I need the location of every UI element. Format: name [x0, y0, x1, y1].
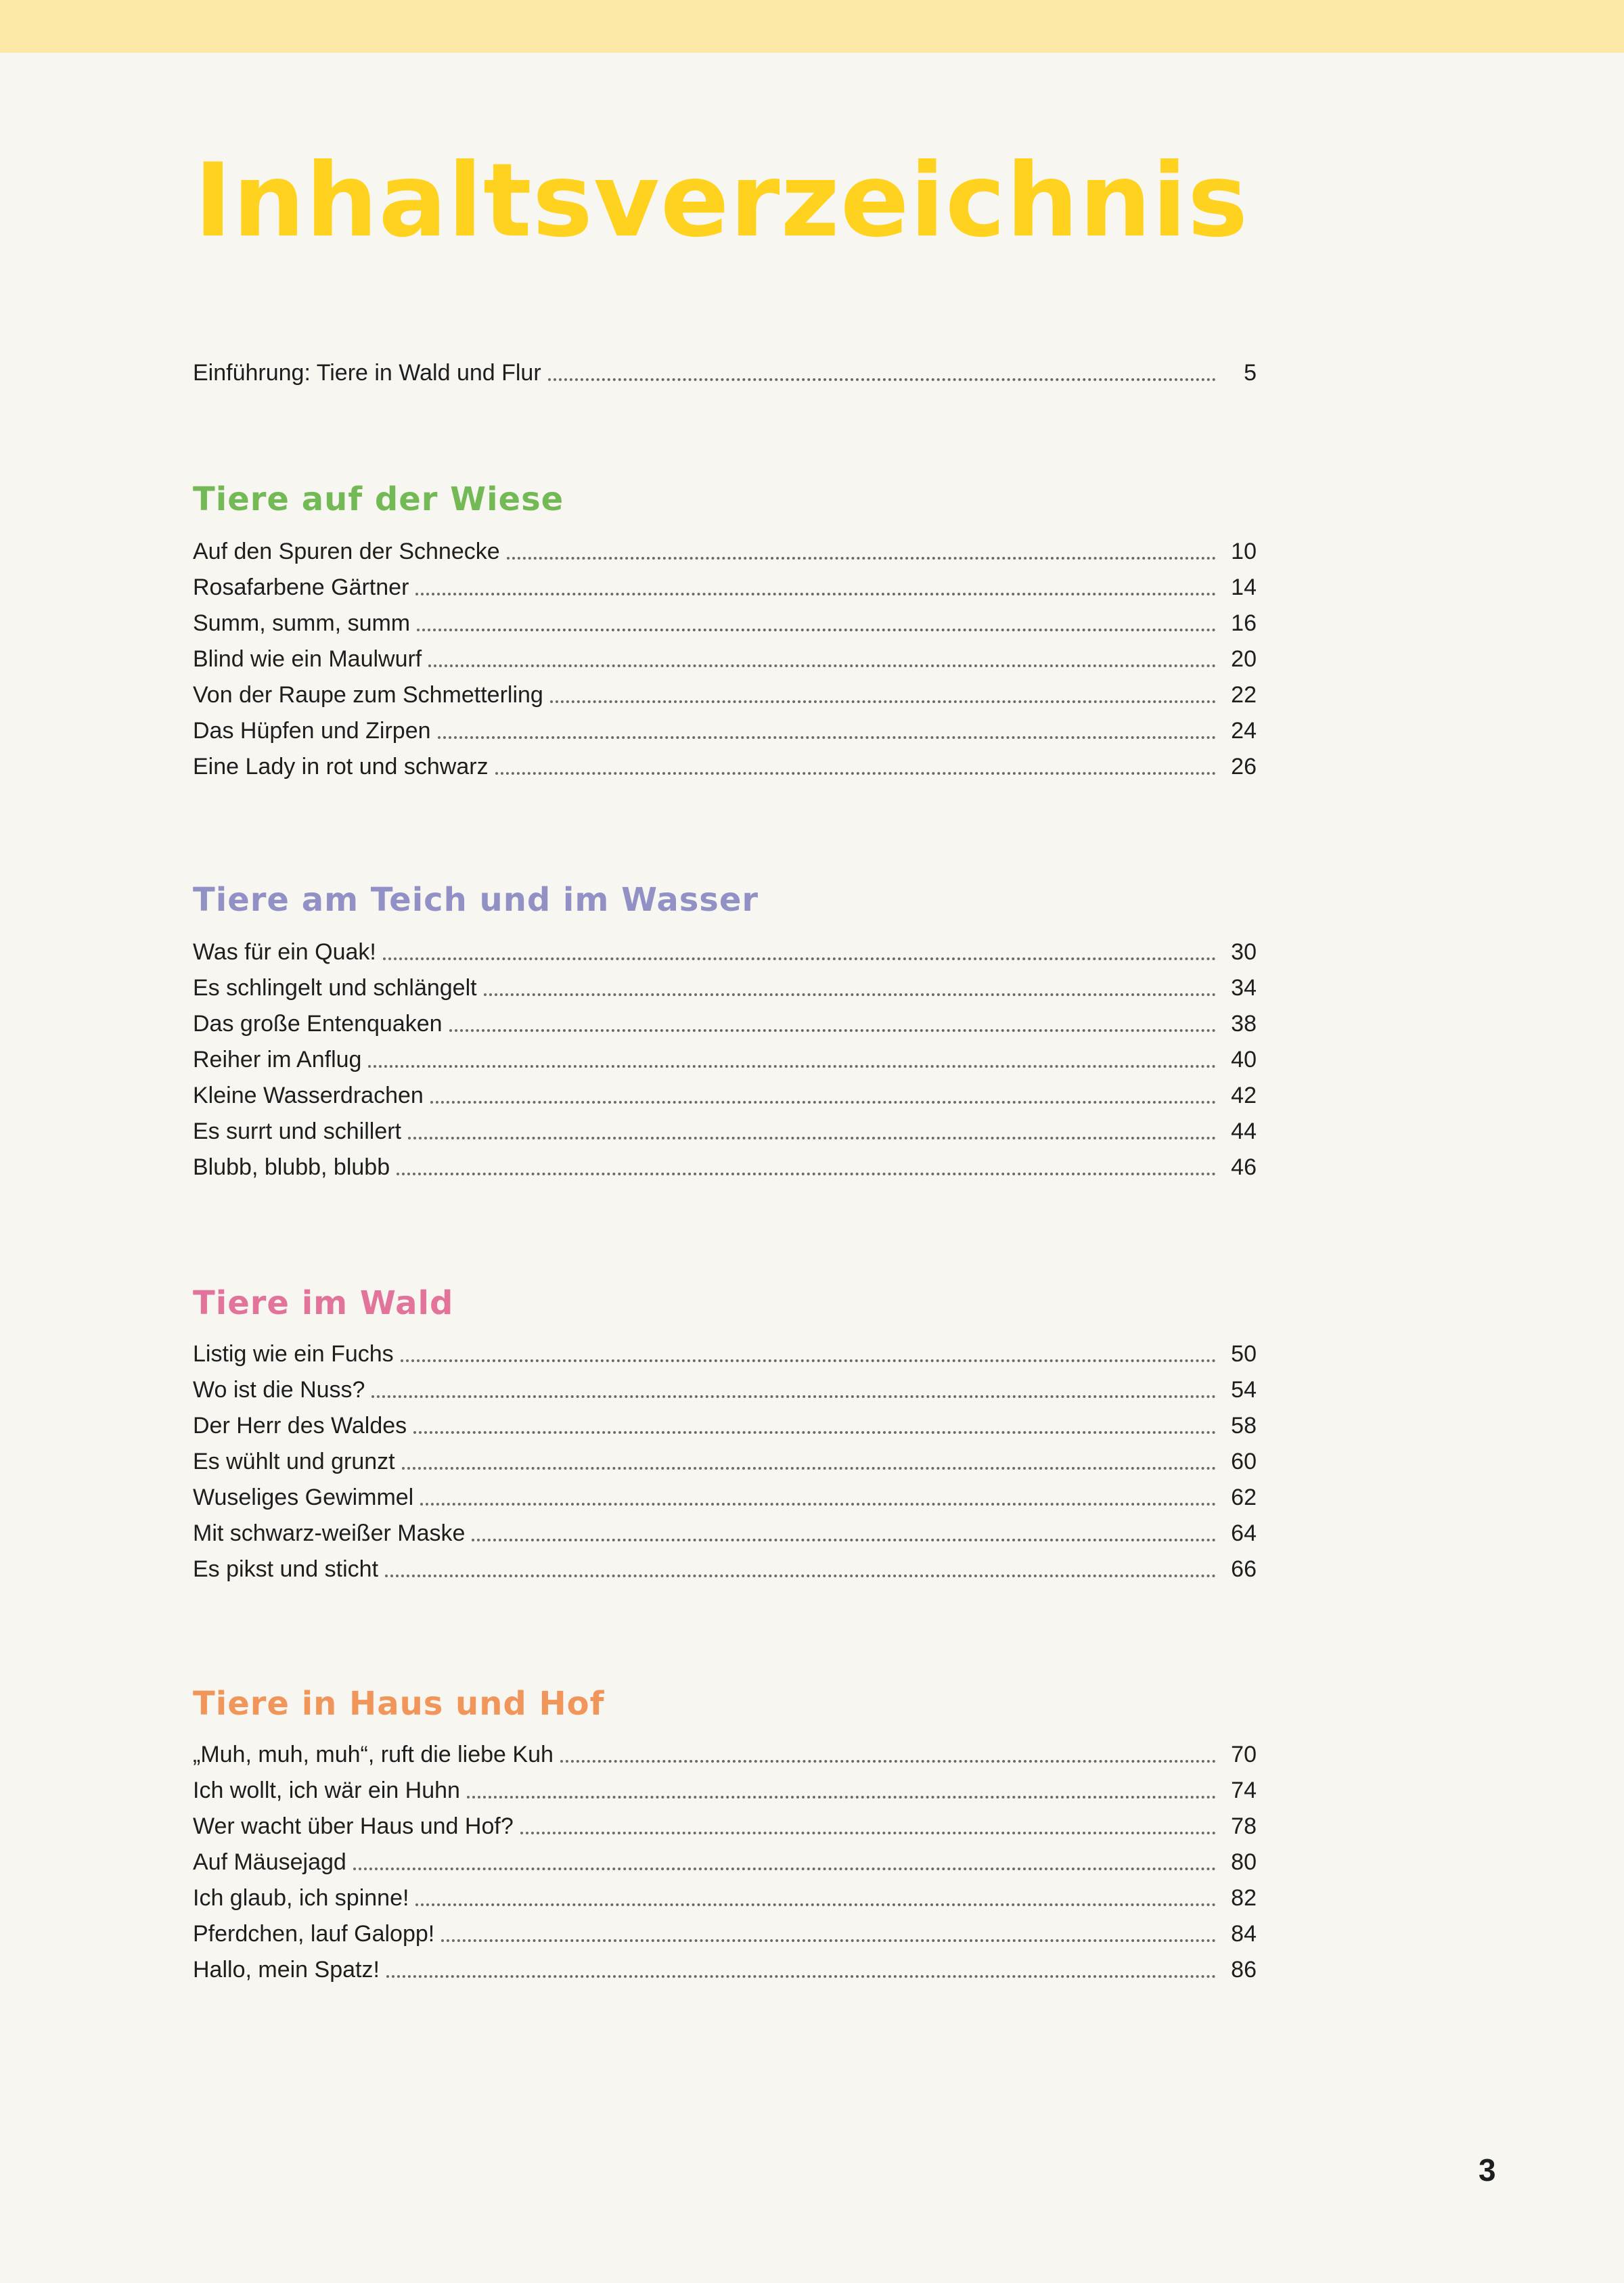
- dot-leader: [467, 1796, 1216, 1799]
- dot-leader: [386, 1975, 1216, 1978]
- toc-entry-label: Es pikst und sticht: [193, 1556, 379, 1582]
- toc-entry[interactable]: [193, 744, 1257, 781]
- toc-entry-label: Auf den Spuren der Schnecke: [193, 539, 500, 564]
- toc-entry[interactable]: [193, 1732, 1257, 1769]
- toc-entry-label: Blind wie ein Maulwurf: [193, 646, 422, 672]
- toc-entry[interactable]: [193, 1403, 1257, 1440]
- toc-entry-page: 20: [1231, 646, 1257, 672]
- section-heading-wald: Tiere im Wald: [193, 1284, 454, 1322]
- toc-entry-label: Es schlingelt und schlängelt: [193, 975, 477, 1001]
- dot-leader: [402, 1467, 1216, 1470]
- dot-leader: [408, 1137, 1216, 1139]
- toc-entry-label: Hallo, mein Spatz!: [193, 1957, 380, 1983]
- toc-entry[interactable]: [193, 1001, 1257, 1038]
- toc-entry-page: 22: [1231, 682, 1257, 708]
- toc-entry[interactable]: [193, 1145, 1257, 1181]
- toc-entry-page: 14: [1231, 574, 1257, 600]
- dot-leader: [472, 1539, 1216, 1541]
- toc-entry[interactable]: [193, 1109, 1257, 1146]
- toc-entry-label: Ich glaub, ich spinne!: [193, 1885, 409, 1911]
- top-decorative-band: [0, 0, 1624, 53]
- toc-entry-label: Eine Lady in rot und schwarz: [193, 754, 489, 779]
- toc-entry-page: 62: [1231, 1485, 1257, 1510]
- dot-leader: [495, 772, 1216, 775]
- toc-entry-label: Das Hüpfen und Zirpen: [193, 718, 431, 744]
- dot-leader: [550, 700, 1216, 703]
- toc-entry-page: 5: [1244, 360, 1257, 386]
- toc-entry[interactable]: [193, 708, 1257, 745]
- toc-entry-label: Auf Mäusejagd: [193, 1849, 346, 1875]
- dot-leader: [353, 1868, 1216, 1870]
- toc-entry-label: Was für ein Quak!: [193, 939, 376, 965]
- dot-leader: [420, 1503, 1216, 1506]
- toc-entry-label: Summ, summ, summ: [193, 610, 411, 636]
- toc-entry[interactable]: [193, 601, 1257, 637]
- toc-entry-label: Pferdchen, lauf Galopp!: [193, 1921, 435, 1947]
- toc-entry-intro[interactable]: [193, 351, 1257, 387]
- toc-entry-page: 78: [1231, 1813, 1257, 1839]
- toc-entry-label: Rosafarbene Gärtner: [193, 574, 409, 600]
- dot-leader: [413, 1431, 1216, 1434]
- toc-entry[interactable]: [193, 1912, 1257, 1948]
- toc-entry-label: Wo ist die Nuss?: [193, 1377, 365, 1403]
- toc-entry-page: 30: [1231, 939, 1257, 965]
- toc-entry[interactable]: [193, 529, 1257, 566]
- section-heading-teich: Tiere am Teich und im Wasser: [193, 881, 759, 919]
- dot-leader: [484, 993, 1216, 996]
- toc-entry-label: Reiher im Anflug: [193, 1047, 362, 1072]
- toc-entry-page: 60: [1231, 1449, 1257, 1474]
- toc-entry-page: 34: [1231, 975, 1257, 1001]
- toc-entry-label: Blubb, blubb, blubb: [193, 1154, 390, 1180]
- toc-entry[interactable]: [193, 1511, 1257, 1547]
- toc-entry-page: 50: [1231, 1341, 1257, 1367]
- dot-leader: [520, 1832, 1216, 1834]
- toc-entry-page: 58: [1231, 1413, 1257, 1439]
- toc-entry[interactable]: [193, 1876, 1257, 1912]
- toc-entry[interactable]: [193, 1073, 1257, 1110]
- toc-entry[interactable]: [193, 1037, 1257, 1074]
- toc-entry[interactable]: [193, 1475, 1257, 1512]
- toc-entry-page: 74: [1231, 1778, 1257, 1803]
- toc-entry-page: 44: [1231, 1118, 1257, 1144]
- toc-entry-page: 86: [1231, 1957, 1257, 1983]
- toc-entry-page: 54: [1231, 1377, 1257, 1403]
- toc-entry-label: Ich wollt, ich wär ein Huhn: [193, 1778, 460, 1803]
- toc-entry-page: 64: [1231, 1520, 1257, 1546]
- toc-entry-label: Mit schwarz-weißer Maske: [193, 1520, 466, 1546]
- toc-entry-page: 82: [1231, 1885, 1257, 1911]
- toc-entry-page: 42: [1231, 1083, 1257, 1108]
- toc-entry-page: 66: [1231, 1556, 1257, 1582]
- toc-entry-label: Einführung: Tiere in Wald und Flur: [193, 360, 541, 386]
- dot-leader: [417, 629, 1216, 631]
- toc-entry-label: Es wühlt und grunzt: [193, 1449, 395, 1474]
- toc-entry[interactable]: [193, 1547, 1257, 1583]
- section-heading-wiese: Tiere auf der Wiese: [193, 480, 564, 518]
- dot-leader: [368, 1065, 1216, 1068]
- toc-entry[interactable]: [193, 1840, 1257, 1876]
- toc-entry-page: 40: [1231, 1047, 1257, 1072]
- toc-entry[interactable]: [193, 1367, 1257, 1404]
- toc-entry-label: Kleine Wasserdrachen: [193, 1083, 424, 1108]
- dot-leader: [548, 378, 1216, 381]
- toc-entry[interactable]: [193, 1332, 1257, 1368]
- toc-entry-label: Von der Raupe zum Schmetterling: [193, 682, 543, 708]
- toc-entry-page: 10: [1231, 539, 1257, 564]
- toc-entry-label: Wuseliges Gewimmel: [193, 1485, 414, 1510]
- toc-entry-page: 70: [1231, 1742, 1257, 1767]
- toc-entry[interactable]: [193, 673, 1257, 709]
- dot-leader: [449, 1029, 1216, 1032]
- toc-entry[interactable]: [193, 1947, 1257, 1984]
- dot-leader: [441, 1939, 1216, 1942]
- page-title: Inhaltsverzeichnis: [194, 142, 1249, 260]
- dot-leader: [415, 1903, 1216, 1906]
- dot-leader: [397, 1173, 1216, 1175]
- dot-leader: [371, 1395, 1216, 1398]
- dot-leader: [385, 1575, 1216, 1577]
- dot-leader: [438, 736, 1216, 739]
- toc-entry-page: 24: [1231, 718, 1257, 744]
- toc-entry-page: 46: [1231, 1154, 1257, 1180]
- dot-leader: [415, 593, 1216, 595]
- dot-leader: [560, 1760, 1216, 1763]
- toc-entry[interactable]: [193, 1804, 1257, 1840]
- dot-leader: [430, 1101, 1216, 1104]
- toc-entry-label: Listig wie ein Fuchs: [193, 1341, 394, 1367]
- dot-leader: [383, 957, 1216, 960]
- toc-entry[interactable]: [193, 637, 1257, 673]
- toc-entry-page: 80: [1231, 1849, 1257, 1875]
- toc-entry-page: 38: [1231, 1011, 1257, 1037]
- toc-entry[interactable]: [193, 966, 1257, 1002]
- toc-entry-page: 26: [1231, 754, 1257, 779]
- dot-leader: [507, 557, 1216, 560]
- toc-entry[interactable]: [193, 565, 1257, 602]
- dot-leader: [401, 1359, 1216, 1362]
- section-heading-hof: Tiere in Haus und Hof: [193, 1685, 605, 1723]
- page-number: 3: [1479, 2152, 1496, 2188]
- toc-entry-label: Wer wacht über Haus und Hof?: [193, 1813, 514, 1839]
- toc-entry-page: 84: [1231, 1921, 1257, 1947]
- toc-entry[interactable]: [193, 1439, 1257, 1476]
- toc-entry-label: „Muh, muh, muh“, ruft die liebe Kuh: [193, 1742, 554, 1767]
- dot-leader: [428, 664, 1216, 667]
- toc-entry-label: Das große Entenquaken: [193, 1011, 443, 1037]
- toc-entry[interactable]: [193, 1768, 1257, 1805]
- toc-entry[interactable]: [193, 930, 1257, 966]
- toc-entry-label: Der Herr des Waldes: [193, 1413, 407, 1439]
- toc-entry-label: Es surrt und schillert: [193, 1118, 401, 1144]
- toc-entry-page: 16: [1231, 610, 1257, 636]
